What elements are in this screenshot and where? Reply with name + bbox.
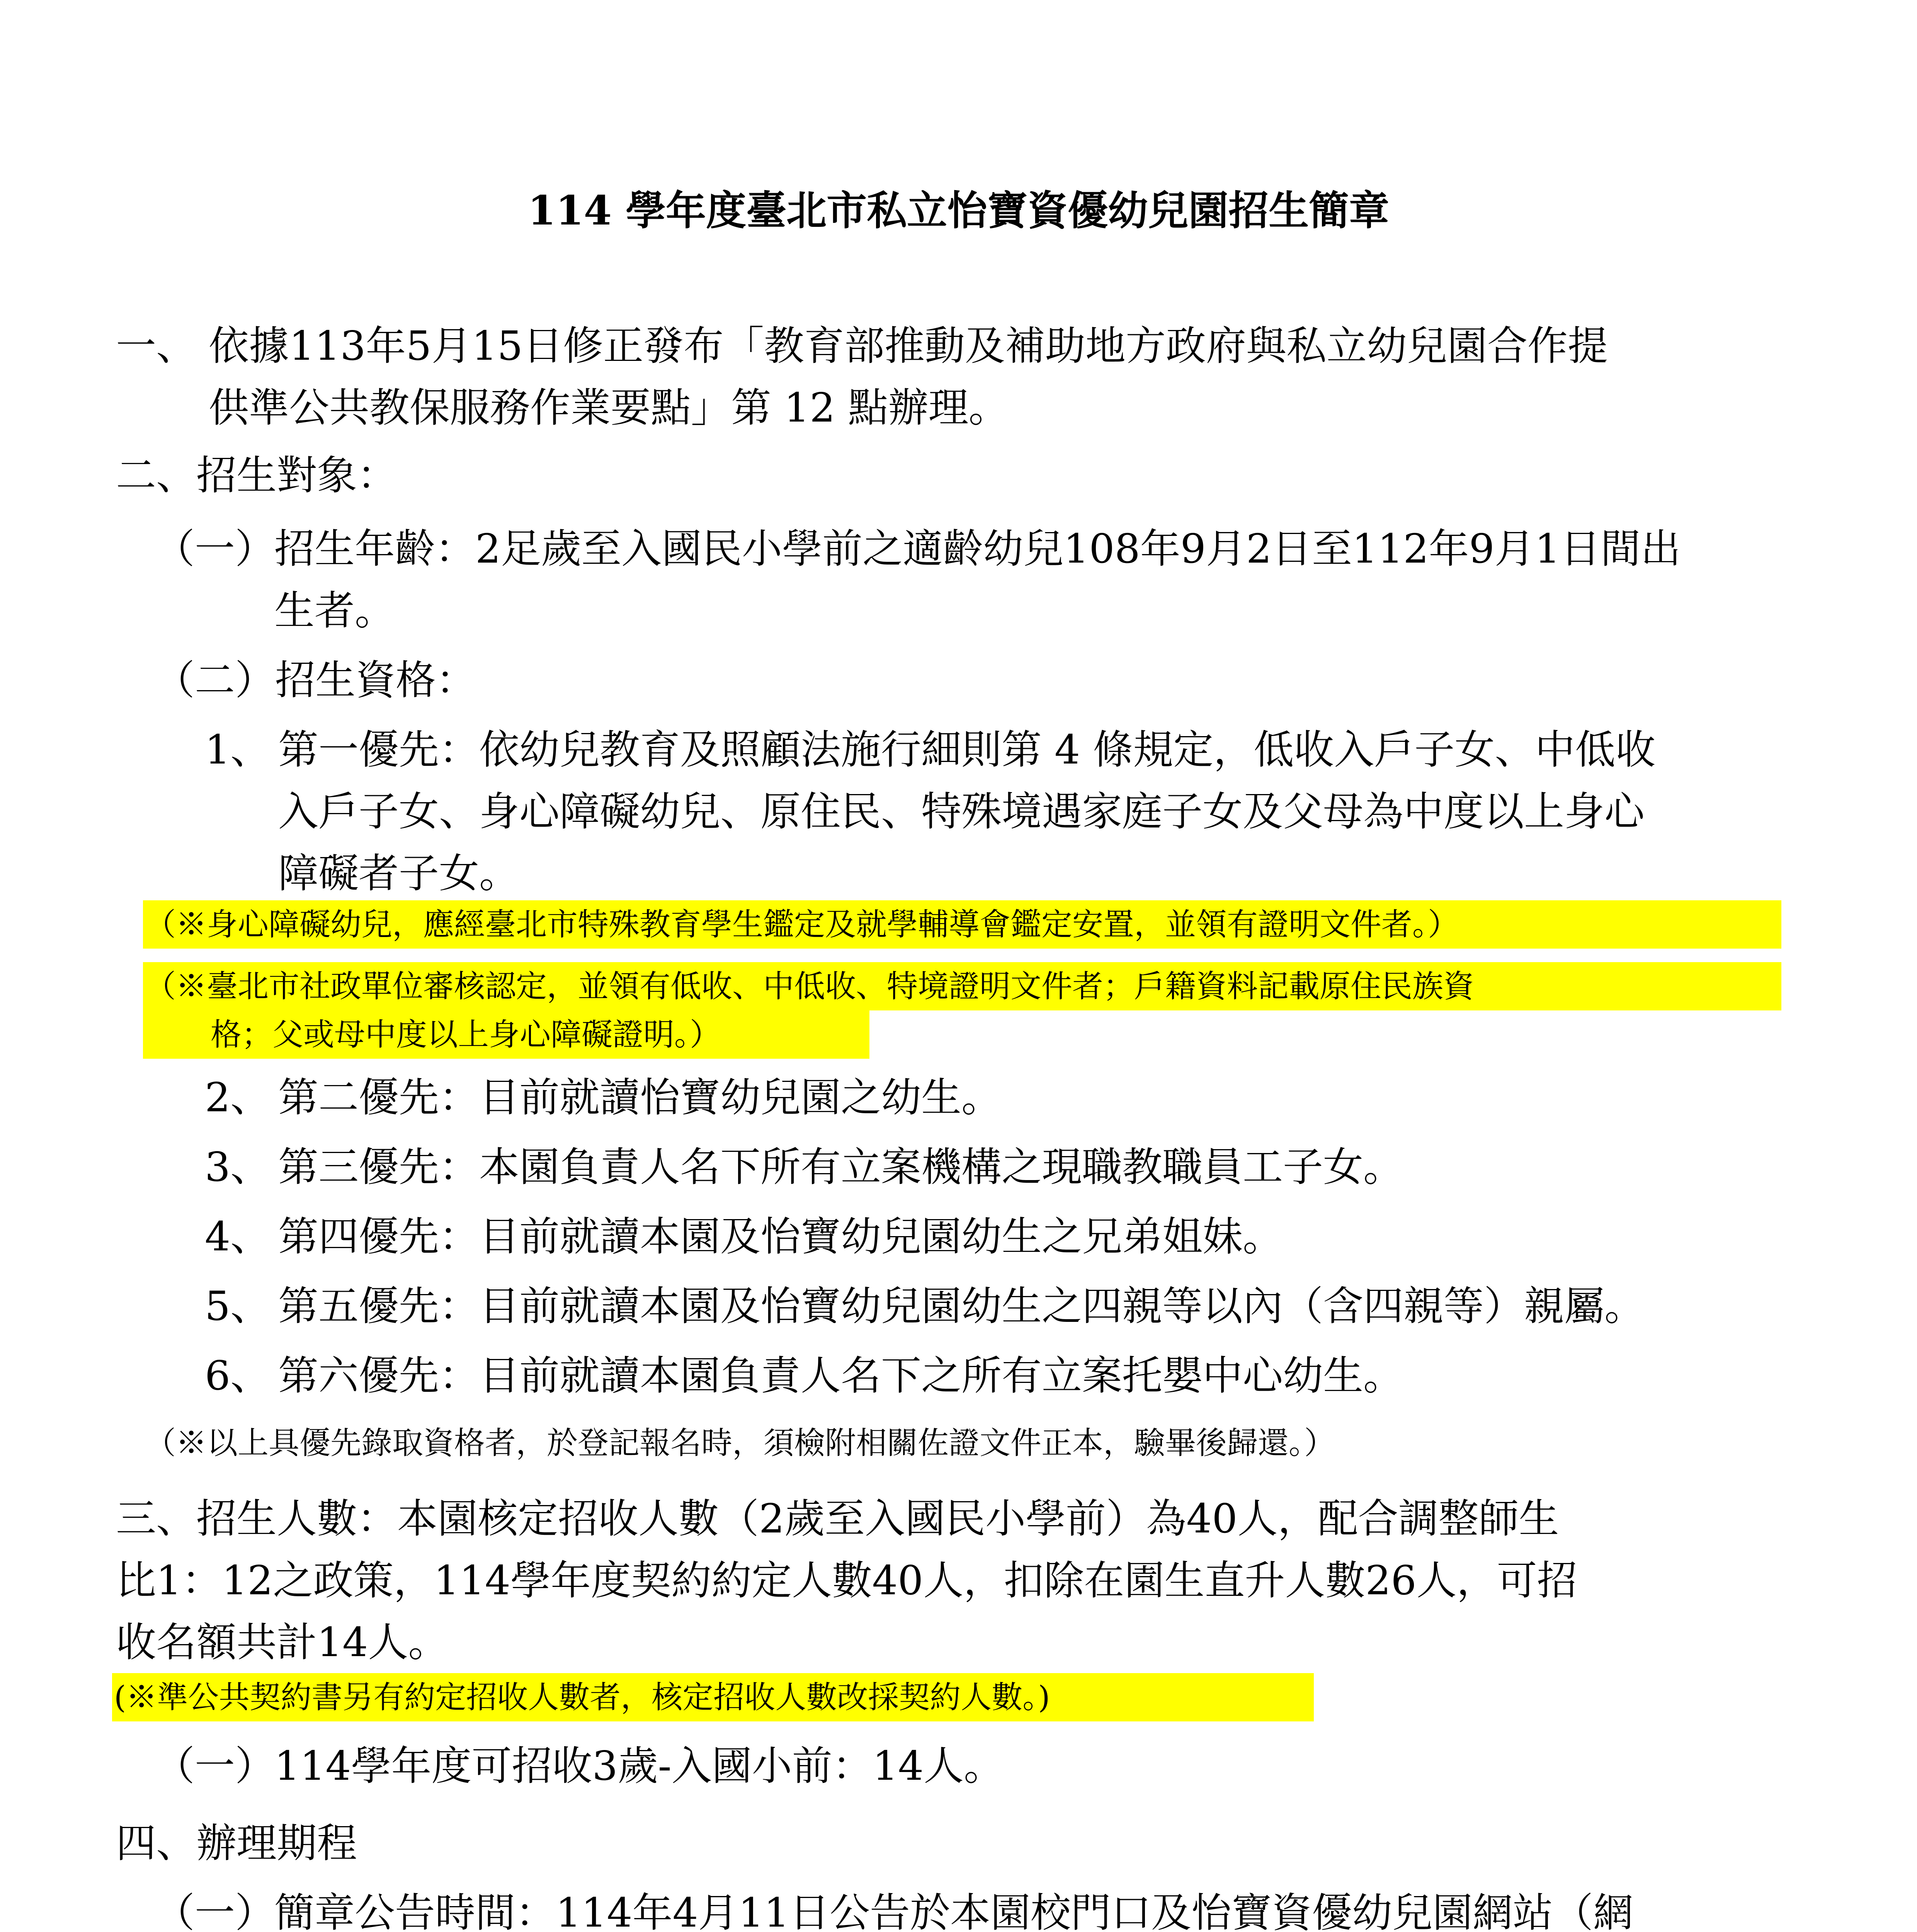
document-title: 114 學年度臺北市私立怡寶資優幼兒園招生簡章	[527, 187, 1390, 234]
section-2-sub-1-number: （一）	[155, 525, 276, 572]
section-4-sub-1-line-1: 簡章公告時間：114年4月11日公告於本園校門口及怡寶資優幼兒園網站（網	[274, 1889, 1634, 1932]
section-3-line-2: 比1：12之政策，114學年度契約約定人數40人，扣除在園生直升人數26人，可招	[116, 1557, 1577, 1604]
section-2-sub-1-line-1: 招生年齡：2足歲至入國民小學前之適齡幼兒108年9月2日至112年9月1日間出	[274, 525, 1681, 572]
section-3-line-1: 三、招生人數：本園核定招收人數（2歲至入國民小學前）為40人，配合調整師生	[116, 1495, 1559, 1542]
section-2-sub-1	[155, 518, 1816, 641]
section-3-sub-1-text: 114學年度可招收3歲-入國小前：14人。	[274, 1742, 1004, 1789]
section-1	[116, 315, 1816, 439]
priority-6-number: 6、	[205, 1352, 271, 1399]
section-2-sub-2-heading: （二）招生資格：	[155, 656, 476, 704]
section-1-line-1: 依據113年5月15日修正發布「教育部推動及補助地方政府與私立幼兒園合作提	[209, 322, 1608, 369]
highlight-note-1: （※身心障礙幼兒，應經臺北市特殊教育學生鑑定及就學輔導會鑑定安置，並領有證明文件者。）	[145, 906, 1459, 942]
priority-4-text: 第四優先：目前就讀本園及怡寶幼兒園幼生之兄弟姐妹。	[278, 1213, 1283, 1260]
priority-1-line-2: 入戶子女、身心障礙幼兒、原住民、特殊境遇家庭子女及父母為中度以上身心	[278, 788, 1645, 835]
section-3-line-3: 收名額共計14人。	[116, 1619, 449, 1666]
priority-5-text: 第五優先：目前就讀本園及怡寶幼兒園幼生之四親等以內（含四親等）親屬。	[278, 1282, 1645, 1330]
section-1-line-2: 供準公共教保服務作業要點」第 12 點辦理。	[209, 384, 1009, 431]
priority-5-number: 5、	[205, 1282, 271, 1330]
priority-3-number: 3、	[205, 1143, 271, 1190]
priority-3-text: 第三優先：本園負責人名下所有立案機構之現職教職員工子女。	[278, 1143, 1404, 1190]
highlight-note-2-line-1: （※臺北市社政單位審核認定，並領有低收、中低收、特境證明文件者；戶籍資料記載原住民族資	[145, 968, 1474, 1004]
priority-1-number: 1、	[205, 726, 271, 773]
priority-4-number: 4、	[205, 1213, 271, 1260]
priority-2-text: 第二優先：目前就讀怡寶幼兒園之幼生。	[278, 1074, 1002, 1121]
section-3-sub-1-number: （一）	[155, 1742, 276, 1789]
highlight-note-2-line-2: 格；父或母中度以上身心障礙證明。）	[211, 1017, 721, 1053]
section-3	[116, 1488, 1816, 1673]
highlight-note-3: (※準公共契約書另有約定招收人數者，核定招收人數改採契約人數。)	[114, 1679, 1050, 1715]
priority-1	[205, 719, 1828, 904]
priority-2-number: 2、	[205, 1074, 271, 1121]
priority-1-line-1: 第一優先：依幼兒教育及照顧法施行細則第 4 條規定，低收入戶子女、中低收	[278, 726, 1656, 773]
section-1-number: 一、	[116, 322, 197, 369]
section-2-sub-1-line-2: 生者。	[274, 587, 395, 634]
section-4-sub-1	[155, 1882, 1816, 1932]
section-2-heading: 二、招生對象：	[116, 452, 398, 499]
section-4-heading: 四、辦理期程	[116, 1820, 357, 1867]
priority-6-text: 第六優先：目前就讀本園負責人名下之所有立案托嬰中心幼生。	[278, 1352, 1404, 1399]
priority-note: （※以上具優先錄取資格者，於登記報名時，須檢附相關佐證文件正本，驗畢後歸還。）	[145, 1425, 1335, 1461]
section-4-sub-1-number: （一）	[155, 1889, 276, 1932]
priority-1-line-3: 障礙者子女。	[278, 850, 520, 897]
